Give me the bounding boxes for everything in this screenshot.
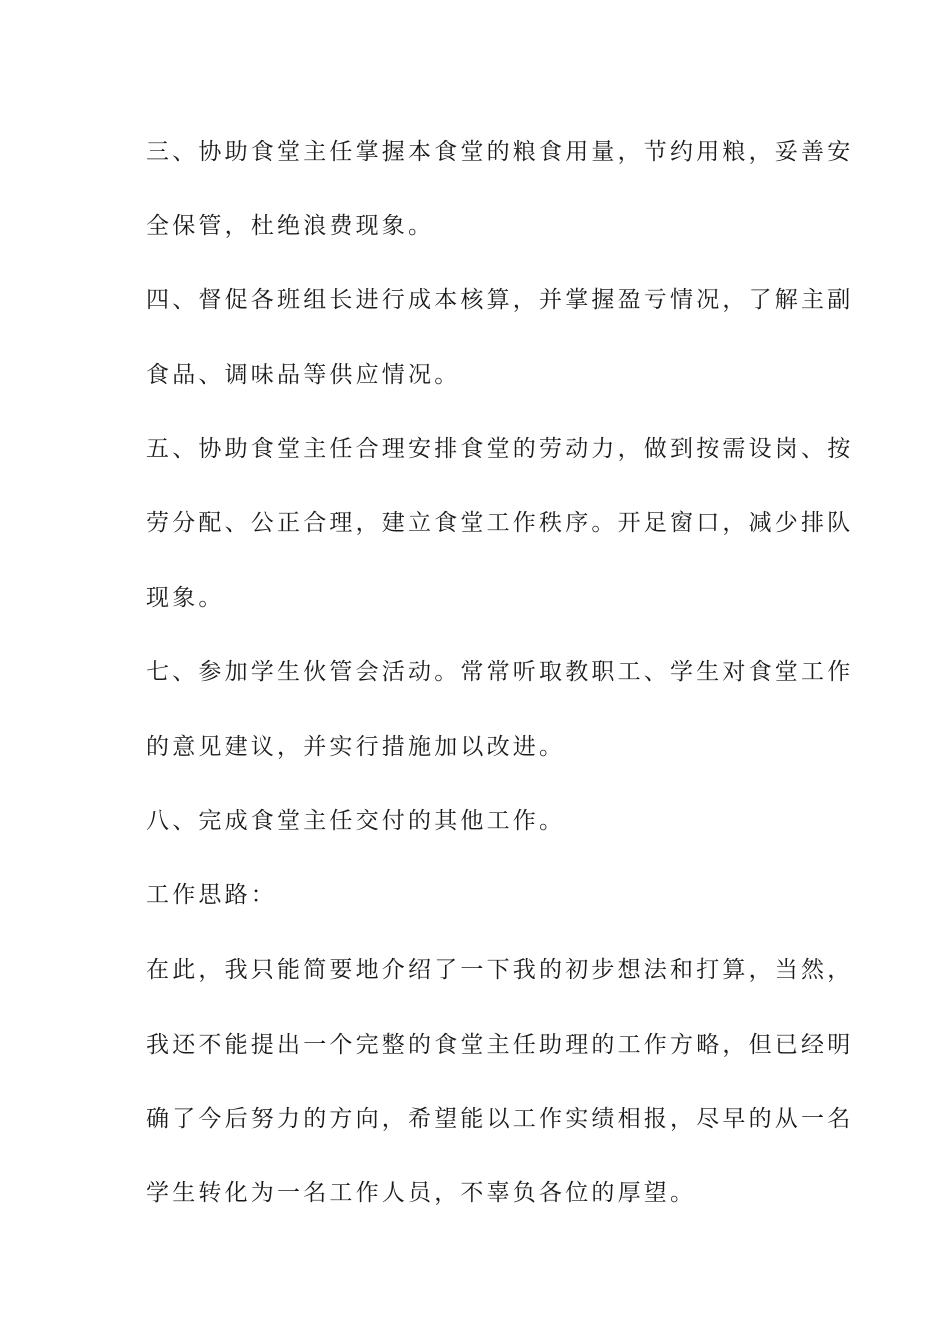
text-line: 劳分配、公正合理，建立食堂工作秩序。开足窗口，减少排队 — [146, 510, 854, 536]
text-line: 八、完成食堂主任交付的其他工作。 — [146, 808, 566, 834]
text-line: 食品、调味品等供应情况。 — [146, 362, 461, 388]
text-line: 七、参加学生伙管会活动。常常听取教职工、学生对食堂工作 — [146, 659, 854, 685]
text-line: 四、督促各班组长进行成本核算，并掌握盈亏情况，了解主副 — [146, 287, 854, 313]
text-line: 三、协助食堂主任掌握本食堂的粮食用量，节约用粮，妥善安 — [146, 139, 854, 165]
text-line: 的意见建议，并实行措施加以改进。 — [146, 734, 566, 760]
text-line: 现象。 — [146, 585, 225, 611]
text-line: 学生转化为一名工作人员，不辜负各位的厚望。 — [146, 1180, 697, 1206]
text-line: 在此，我只能简要地介绍了一下我的初步想法和打算，当然， — [146, 957, 854, 983]
text-line: 确了今后努力的方向，希望能以工作实绩相报，尽早的从一名 — [146, 1106, 854, 1132]
text-line: 五、协助食堂主任合理安排食堂的劳动力，做到按需设岗、按 — [146, 436, 854, 462]
section-heading: 工作思路： — [146, 882, 277, 908]
text-line: 我还不能提出一个完整的食堂主任助理的工作方略，但已经明 — [146, 1032, 854, 1058]
text-line: 全保管，杜绝浪费现象。 — [146, 213, 435, 239]
